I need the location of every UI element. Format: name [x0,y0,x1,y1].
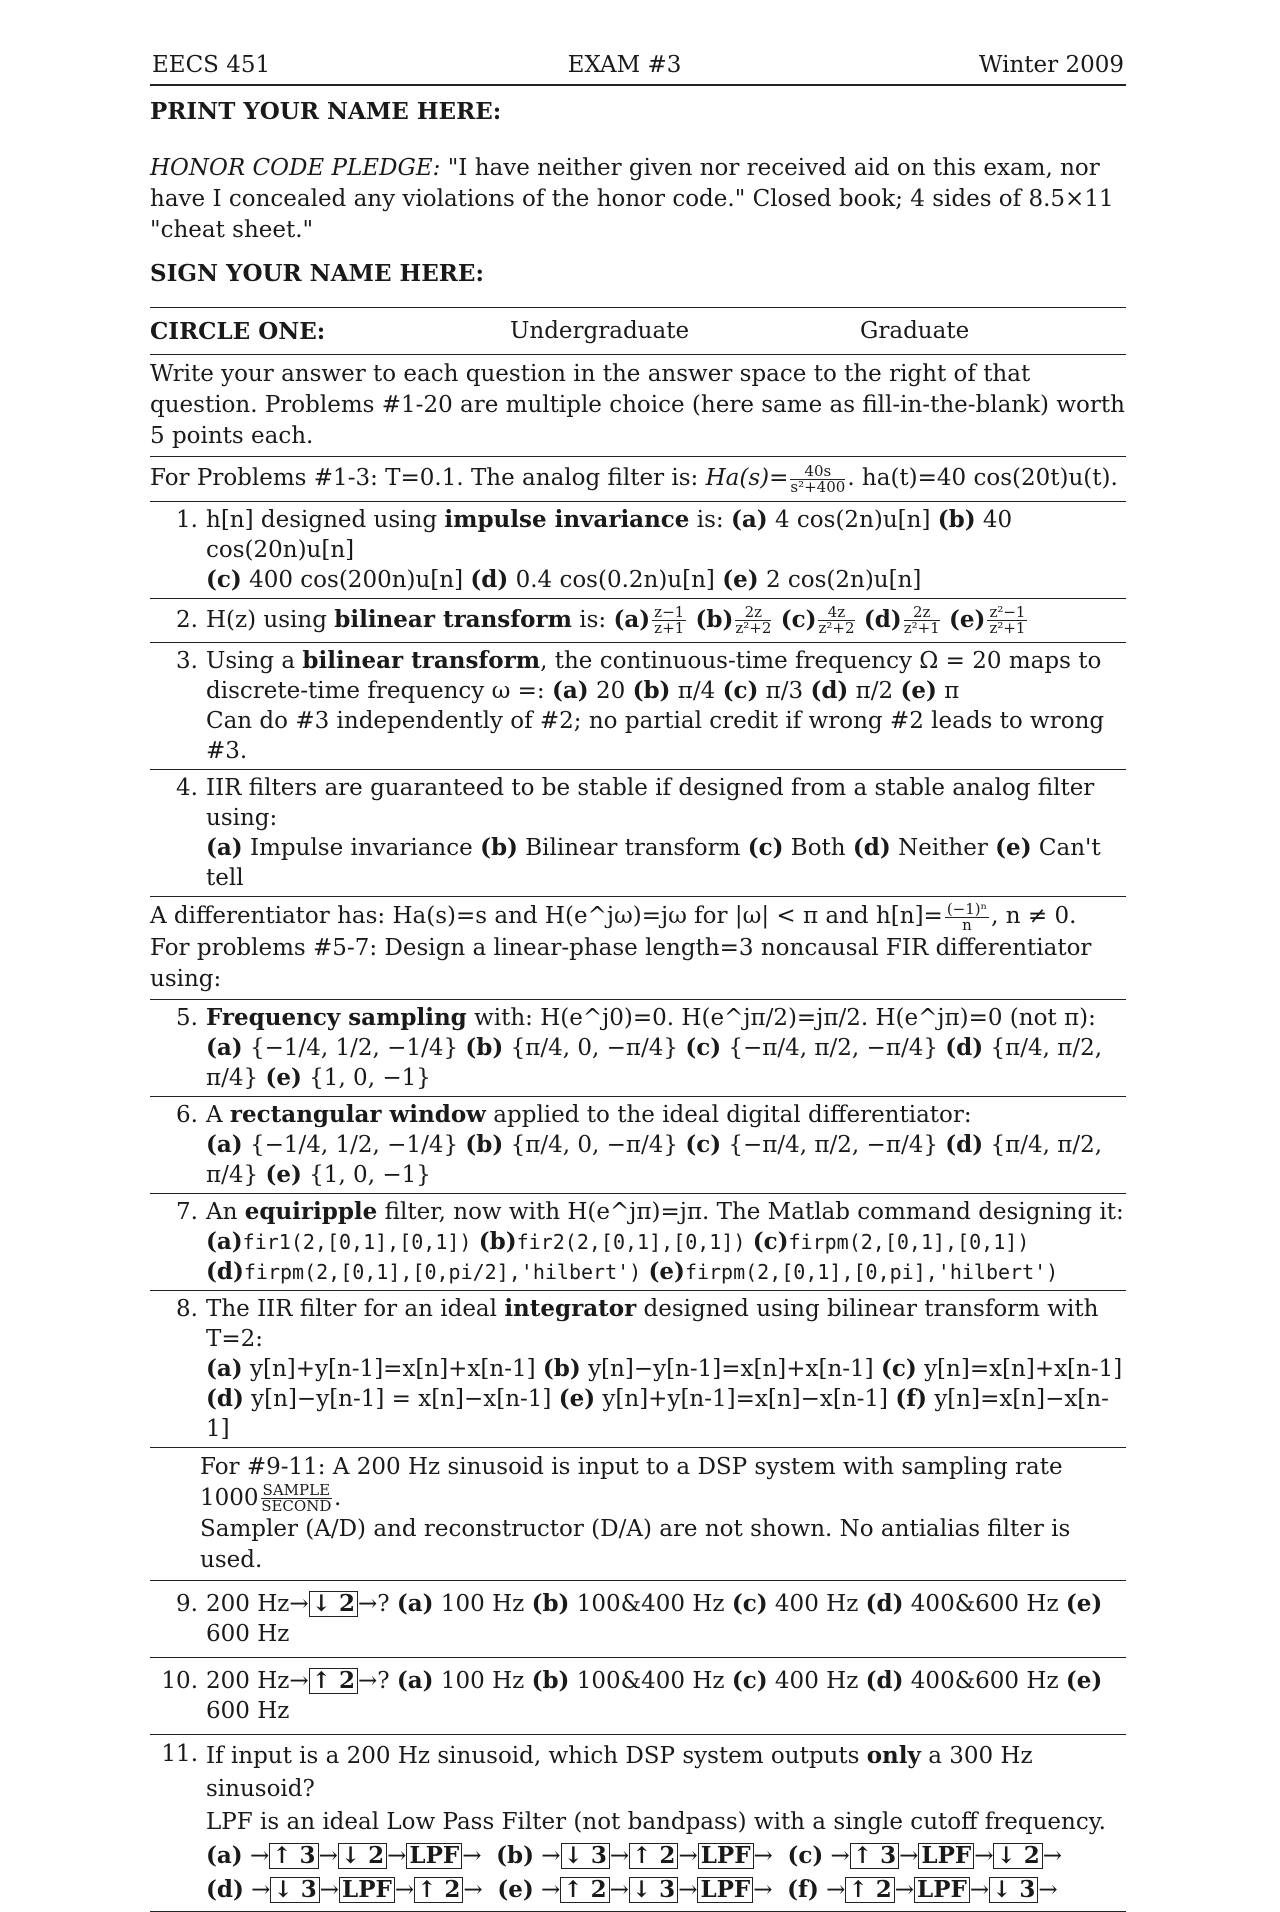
differentiator-intro [150,897,1126,999]
q6-option-c[interactable]: {−π/4, π/2, −π/4} [728,1131,938,1158]
q1-option-e[interactable]: 2 cos(2n)u[n] [765,566,922,593]
q9-option-d[interactable]: 400&600 Hz [910,1591,1059,1617]
intro1-text: For Problems #1-3: T=0.1. The analog filter is: [150,465,706,491]
q4-number: 4. [176,775,198,801]
q11-key: only [866,1742,921,1769]
q9-option-e[interactable]: 600 Hz [206,1621,290,1647]
exam-title: EXAM #3 [567,52,682,78]
q8-pre: The IIR filter for an ideal [206,1295,505,1322]
q6-number: 6. [176,1101,198,1128]
q1-option-b[interactable]: 40 cos(20n)u[n] [206,506,1013,563]
q5-number: 5. [176,1004,198,1031]
q10-option-e[interactable]: 600 Hz [206,1698,290,1724]
q8-option-a[interactable]: y[n]+y[n-1]=x[n]+x[n-1] [249,1355,536,1382]
q11-option-e[interactable]: (e) → ↑ 2 → ↓ 3 → LPF → [497,1876,773,1903]
q4-option-e[interactable]: Can't tell [206,835,1101,891]
q10-option-d[interactable]: 400&600 Hz [910,1668,1059,1694]
q1-option-a[interactable]: 4 cos(2n)u[n] [774,506,931,533]
q2-option-b[interactable]: $\frac{2z}{\text{z²+2}}$ [735,603,772,637]
q8-number: 8. [176,1295,198,1322]
q5-option-e[interactable]: {1, 0, −1} [309,1064,431,1091]
q6-option-b[interactable]: {π/4, 0, −π/4} [510,1131,678,1158]
question-2 [150,599,1126,643]
q8-option-d[interactable]: y[n]−y[n-1] = x[n]−x[n-1] [251,1385,552,1412]
q6-option-d[interactable]: {π/4, π/2, π/4} [206,1131,1103,1188]
q11-body [198,1739,1126,1907]
intro2-line1: A differentiator has: Ha(s)=s and H(e^jω)=jω for |ω| < π and h[n]= [150,903,943,929]
q4-option-c[interactable]: Both [790,835,846,861]
q11-line2: LPF is an ideal Low Pass Filter (not bandpass) with a single cutoff frequency. [206,1809,1106,1835]
q1-option-c[interactable]: 400 cos(200n)u[n] [249,566,464,593]
q10-post: →? [357,1668,390,1694]
q3-note: Can do #3 independently of #2; no partial credit if wrong #2 leads to wrong #3. [206,708,1105,764]
intro1-frac-den: s²+400 [790,477,846,496]
q6-option-e[interactable]: {1, 0, −1} [309,1161,431,1188]
intro2-line1b: , n ≠ 0. [991,903,1077,929]
graduate-option[interactable]: Graduate [860,318,970,344]
q11-option-d[interactable]: (d) → ↓ 3 → LPF → ↑ 2 → [206,1876,483,1903]
q11-option-f[interactable]: (f) → ↑ 2 → LPF → ↓ 3 → [787,1876,1058,1903]
question-6 [150,1097,1126,1193]
q7-pre: An [206,1198,245,1225]
q3-option-d[interactable]: π/2 [855,678,894,704]
q10-number: 10. [161,1668,198,1694]
q7-body: An equiripple filter, now with H(e^jπ)=jπ. The Matlab command designing it: (a)fir1(2,[0,1],[0,1]) (b)fir2(2,[0,1],[0,1]) (c)firpm(2,[0,1],[0,1]) (d)firpm(2,[0,1],[0,pi/2],'hilbert') (e)firpm(2,[0,1],[0,pi],'hilbert') [206,1197,1124,1285]
q8-body: The IIR filter for an ideal integrator designed using bilinear transform with T=2: (a) y[n]+y[n-1]=x[n]+x[n-1] (b) y[n]−y[n-1]=x[n]+x[n-1] (c) y[n]=x[n]+x[n-1] (d) y[n]−y[n-1] = x[n]−x[n-1] (e) y[n]+y[n-1]=x[n]−x[n-1] (f) y[n]=x[n]−x[n-1] [206,1294,1123,1442]
question-5 [150,1000,1126,1096]
intro1-tail: . ha(t)=40 cos(20t)u(t). [847,465,1118,491]
question-1 [150,502,1126,598]
q11-pre: If input is a 200 Hz sinusoid, which DSP system outputs [206,1743,867,1769]
q8-key: integrator [504,1294,637,1322]
q2-option-e[interactable]: $\frac{\text{z²−1}}{\text{z²+1}}$ [989,603,1026,637]
q4-option-d[interactable]: Neither [898,835,988,861]
q7-post: filter, now with H(e^jπ)=jπ. The Matlab command designing it: [377,1198,1124,1225]
q2-option-c[interactable]: $\frac{4z}{\text{z²+2}}$ [818,603,855,637]
intro1-ha: Ha(s)= [705,465,789,491]
q7-option-a[interactable]: fir1(2,[0,1],[0,1]) [242,1229,472,1254]
intro2-line2: For problems #5-7: Design a linear-phase length=3 noncausal FIR differentiator using: [150,934,1092,992]
q4-text: IIR filters are guaranteed to be stable if designed from a stable analog filter using: [206,775,1095,831]
q9-post: →? [357,1591,390,1617]
q10-option-b[interactable]: 100&400 Hz [576,1668,725,1694]
intro1-frac-num: 40s [790,464,845,480]
honor-pledge-text: "I have neither given nor received aid on this exam, nor have I concealed any violations of the honor code." Closed book; 4 sides of 8.5×11 "cheat sheet." [150,155,1114,243]
q2-key: bilinear transform [334,605,572,633]
exam-page [150,44,1126,1912]
q11-number: 11. [161,1741,198,1767]
problems-1-3-intro [150,457,1126,501]
print-name-label: PRINT YOUR NAME HERE: [150,98,502,125]
q3-option-e[interactable]: π [944,678,960,704]
honor-pledge [150,153,1126,246]
q2-pre: H(z) using [206,606,335,633]
honor-pledge-label: HONOR CODE PLEDGE: [150,155,441,181]
q5-option-b[interactable]: {π/4, 0, −π/4} [510,1034,678,1061]
q9-downsample-block: ↓ 2 [309,1591,358,1617]
sign-name-label: SIGN YOUR NAME HERE: [150,260,484,287]
exam-term: Winter 2009 [978,52,1124,78]
q3-key: bilinear transform [302,647,541,674]
question-4 [150,770,1126,896]
q5-option-d[interactable]: {π/4, π/2, π/4} [206,1034,1103,1091]
q6-option-a[interactable]: {−1/4, 1/2, −1/4} [249,1131,459,1158]
q7-number: 7. [176,1198,198,1225]
q4-option-b[interactable]: Bilinear transform [525,835,741,861]
q1-key: impulse invariance [444,505,690,533]
q7-key: equiripple [244,1197,378,1225]
q1-body: h[n] designed using impulse invariance is: (a) 4 cos(2n)u[n] (b) 40 cos(20n)u[n] (c) 400 cos(200n)u[n] (d) 0.4 cos(0.2n)u[n] (e) 2 cos(2n)u[n] [206,505,1013,593]
q3-option-c[interactable]: π/3 [765,678,804,704]
q11-post: a 300 Hz sinusoid? [206,1743,1033,1802]
q8-option-c[interactable]: y[n]=x[n]+x[n-1] [924,1355,1123,1382]
question-11 [150,1735,1126,1911]
q2-option-a[interactable]: $\frac{z-1}{z+1}$ [654,603,685,637]
q7-option-e[interactable]: firpm(2,[0,1],[0,pi],'hilbert') [684,1259,1059,1284]
q2-number: 2. [176,606,198,633]
q7-option-b[interactable]: fir2(2,[0,1],[0,1]) [516,1229,746,1254]
q8-option-e[interactable]: y[n]+y[n-1]=x[n]−x[n-1] [602,1385,889,1412]
q4-body: IIR filters are guaranteed to be stable if designed from a stable analog filter using: (a) Impulse invariance (b) Bilinear transform (c) Both (d) Neither (e) Can't tell [206,775,1101,891]
q5-option-a[interactable]: {−1/4, 1/2, −1/4} [249,1034,459,1061]
intro3-line1: For #9-11: A 200 Hz sinusoid is input to a DSP system with sampling rate 1000 [200,1453,1063,1511]
q5-option-c[interactable]: {−π/4, π/2, −π/4} [728,1034,938,1061]
q11-option-b[interactable]: (b) → ↓ 3 → ↑ 2 → LPF → [496,1842,773,1869]
q8-post: designed using bilinear transform with T=2: [206,1295,1099,1352]
q3-option-a[interactable]: 20 [595,678,626,704]
q3-body: Using a bilinear transform, the continuous-time frequency Ω = 20 maps to discrete-time frequency ω =: (a) 20 (b) π/4 (c) π/3 (d) π/2 (e) π Can do #3 independently of #2; no partial credit if wrong #2 leads to wrong #3. [206,647,1105,764]
q9-pre: 200 Hz→ [206,1591,309,1617]
q6-post: applied to the ideal digital differentiator: [485,1101,972,1128]
q2-post: is: [571,606,607,633]
q9-option-c[interactable]: 400 Hz [774,1591,859,1617]
q6-pre: A [206,1101,230,1128]
undergraduate-option[interactable]: Undergraduate [510,318,690,344]
q9-body: 200 Hz→ ↓ 2 →? (a) 100 Hz (b) 100&400 Hz (c) 400 Hz (d) 400&600 Hz (e) 600 Hz [206,1590,1103,1647]
q8-option-f[interactable]: y[n]=x[n]−x[n-1] [206,1385,1109,1442]
problems-9-11-intro: For #9-11: A 200 Hz sinusoid is input to a DSP system with sampling rate 1000 $\frac{\text{SAMPLE}}{\text{SECOND}}$ . Sampler (A/D) and reconstructor (D/A) are not shown. No antialias filter is used. [200,1453,1071,1573]
q3-post: , the continuous-time frequency Ω = 20 maps to discrete-time frequency ω =: [206,648,1102,704]
q3-option-b[interactable]: π/4 [677,678,716,704]
q7-option-c[interactable]: firpm(2,[0,1],[0,1]) [788,1229,1030,1254]
q1-pre: h[n] designed using [206,506,445,533]
intro3-line2: Sampler (A/D) and reconstructor (D/A) are not shown. No antialias filter is used. [200,1516,1071,1573]
q10-option-c[interactable]: 400 Hz [774,1668,859,1694]
q6-body: A rectangular window applied to the ideal digital differentiator: (a) {−1/4, 1/2, −1/4} (b) {π/4, 0, −π/4} (c) {−π/4, π/2, −π/4} (d) {π/4, π/2, π/4} (e) {1, 0, −1} [206,1100,1103,1188]
q7-option-d[interactable]: firpm(2,[0,1],[0,pi/2],'hilbert') [243,1259,642,1284]
q6-key: rectangular window [229,1100,486,1128]
q11-option-a[interactable]: (a) → ↑ 3 → ↓ 2 → LPF → [206,1842,482,1869]
question-9 [150,1581,1126,1657]
q5-key: Frequency sampling [206,1003,467,1031]
question-7 [150,1194,1126,1290]
q1-option-d[interactable]: 0.4 cos(0.2n)u[n] [515,566,715,593]
intro2-fraction: $\frac{\text{(−1)ⁿ}}{n}$ [946,899,988,934]
question-10 [150,1658,1126,1734]
q9-number: 9. [176,1591,198,1617]
q1-number: 1. [176,506,198,533]
circle-one-row [150,308,1126,354]
q10-pre: 200 Hz→ [206,1668,309,1694]
intro1-fraction [790,461,846,496]
circle-one-label: CIRCLE ONE: [150,317,326,345]
q10-option-a[interactable]: 100 Hz [440,1668,525,1694]
q3-pre: Using a [206,648,303,674]
q10-body: 200 Hz→ ↑ 2 →? (a) 100 Hz (b) 100&400 Hz (c) 400 Hz (d) 400&600 Hz (e) 600 Hz [206,1667,1103,1724]
q9-option-b[interactable]: 100&400 Hz [576,1591,725,1617]
question-8 [150,1291,1126,1447]
instructions: Write your answer to each question in the answer space to the right of that question. Problems #1-20 are multiple choice (here same as fill-in-the-blank) worth 5 points each. [150,361,1125,449]
q4-option-a[interactable]: Impulse invariance [249,835,473,861]
q5-body: Frequency sampling with: H(e^j0)=0. H(e^jπ/2)=jπ/2. H(e^jπ)=0 (not π): (a) {−1/4, 1/2, −1/4} (b) {π/4, 0, −π/4} (c) {−π/4, π/2, −π/4} (d) {π/4, π/2, π/4} (e) {1, 0, −1} [206,1003,1103,1091]
q3-number: 3. [176,648,198,674]
q1-post: is: [689,506,724,533]
course-code: EECS 451 [152,52,271,78]
exam-header [150,44,1126,86]
q8-option-b[interactable]: y[n]−y[n-1]=x[n]+x[n-1] [588,1355,874,1382]
q9-option-a[interactable]: 100 Hz [440,1591,525,1617]
q5-post: with: H(e^j0)=0. H(e^jπ/2)=jπ/2. H(e^jπ)=0 (not π): [466,1004,1096,1031]
q10-upsample-block: ↑ 2 [309,1668,358,1694]
q2-body: H(z) using bilinear transform is: (a) $\frac{z-1}{z+1}$ (b) $\frac{2z}{\text{z²+2}}$ (c) $\frac{4z}{\text{z²+2}}$ (d) $\frac{2z}{\text{z²+1}}$ (e) $\frac{\text{z²−1}}{\text{z²+1}}$ [206,603,1026,637]
intro3-fraction: $\frac{\text{SAMPLE}}{\text{SECOND}}$ [261,1481,332,1515]
q2-option-d[interactable]: $\frac{2z}{\text{z²+1}}$ [903,603,940,637]
q11-option-c[interactable]: (c) → ↑ 3 → LPF → ↓ 2 → [787,1842,1063,1869]
question-3 [150,643,1126,769]
